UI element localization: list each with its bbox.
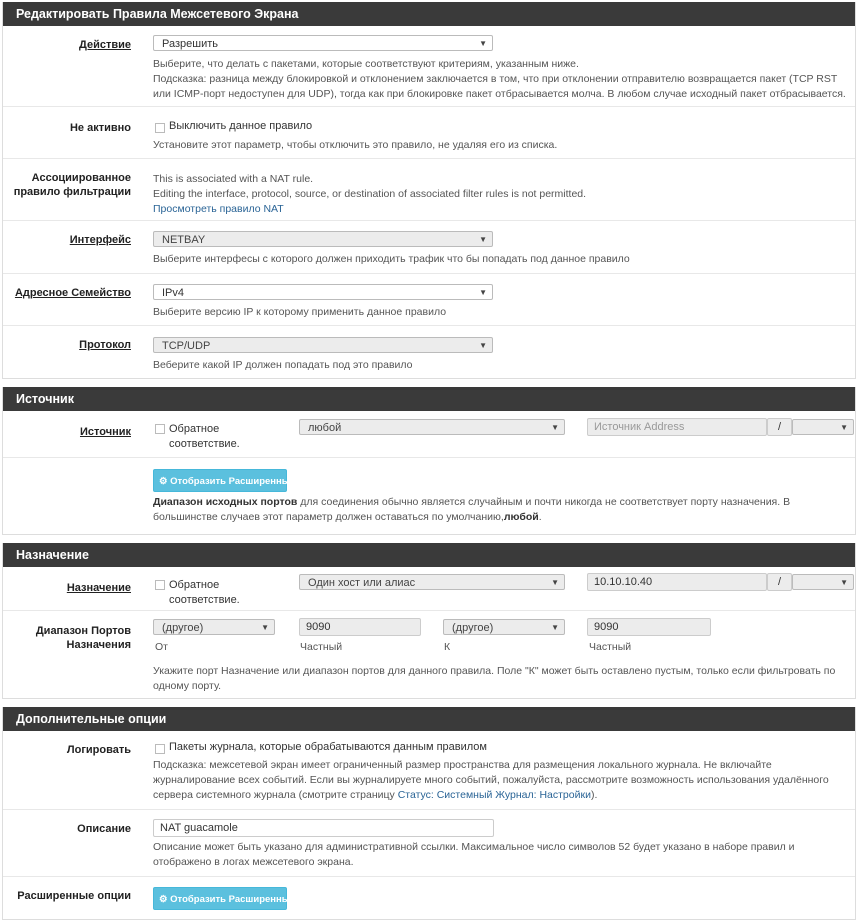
log-help-3-text: сервера системного журнала (смотрите страницу <box>153 789 398 801</box>
protocol-select-value: TCP/UDP <box>162 340 211 352</box>
description-row <box>3 810 855 877</box>
gear-icon: ⚙ <box>159 476 168 487</box>
destination-mask-select[interactable] <box>792 574 854 590</box>
gear-icon: ⚙ <box>159 894 168 905</box>
source-row <box>3 411 855 458</box>
protocol-label: Протокол <box>79 339 131 351</box>
log-help-1: Подсказка: межсетевой экран имеет ограниченный размер пространства для размещения локального журнала. Не включайте <box>153 759 772 771</box>
destination-row <box>3 567 855 611</box>
source-address-input[interactable]: Источник Address <box>587 418 767 436</box>
assoc-text-1: This is associated with a NAT rule. <box>153 173 314 185</box>
advanced-options-row <box>3 877 855 919</box>
action-help-3: или ICMP-порт недоступен для UDP), тогда как при блокировке пакет отбрасывается молча. В любом случае исходный пакет отбрасывается. <box>153 88 846 100</box>
log-help-3 <box>153 788 849 803</box>
destination-address-input[interactable]: 10.10.10.40 <box>587 573 767 591</box>
destination-port-label-2: Назначения <box>66 639 131 651</box>
action-select-value: Разрешить <box>162 38 218 50</box>
caret-down-icon: ▼ <box>261 623 269 632</box>
edit-rule-panel <box>2 2 856 379</box>
port-to-custom-input[interactable]: 9090 <box>587 618 711 636</box>
extra-options-panel <box>2 707 856 920</box>
caret-down-icon: ▼ <box>840 423 848 432</box>
source-help-line-1 <box>153 495 849 510</box>
action-label: Действие <box>79 39 131 51</box>
assoc-label-2: правило фильтрации <box>13 186 131 198</box>
source-help-text: для соединения обычно является случайным и почти никогда не соответствует порту назначения. В <box>297 496 791 508</box>
protocol-help: Веберите какой IP должен попадать под это правило <box>153 359 413 371</box>
caret-down-icon: ▼ <box>479 39 487 48</box>
action-row <box>3 26 855 107</box>
advanced-options-label: Расширенные опции <box>17 890 131 902</box>
source-label: Источник <box>79 426 131 438</box>
log-help <box>153 758 849 803</box>
port-to-custom-sub: Частный <box>589 641 632 653</box>
edit-rule-heading: Редактировать Правила Межсетевого Экрана <box>3 2 855 26</box>
log-label: Логировать <box>66 744 131 756</box>
port-to-select-value: (другое) <box>452 622 494 634</box>
action-help-2: Подсказка: разница между блокировкой и отклонением заключается в том, что при отклонении отправителю возвращается пакет (TCP RST <box>153 73 838 85</box>
assoc-label-1: Ассоциированное <box>31 172 131 184</box>
assoc-label <box>3 171 131 199</box>
show-advanced-options-button[interactable] <box>153 887 296 910</box>
destination-port-label <box>3 624 131 652</box>
family-select-value: IPv4 <box>162 287 185 299</box>
description-help-1: Описание может быть указано для административной ссылки. Максимальное число символов 52 будет указано в наборе правил и <box>153 841 795 853</box>
interface-label: Интерфейс <box>69 234 131 246</box>
disabled-help: Установите этот параметр, чтобы отключить это правило, не удаляя его из списка. <box>153 139 558 151</box>
destination-slash <box>767 573 792 591</box>
source-invert-text-1: Обратное <box>169 423 220 435</box>
syslog-settings-link[interactable]: Статус: Системный Журнал: Настройки <box>397 789 591 801</box>
protocol-select[interactable] <box>153 337 493 353</box>
action-help-1: Выберите, что делать с пакетами, которые соответствуют критериям, указанным ниже. <box>153 58 579 70</box>
description-help-2: отображено в логах межсетевого экрана. <box>153 856 354 868</box>
port-to-select[interactable] <box>443 619 565 635</box>
family-row <box>3 274 855 326</box>
port-to-sub: К <box>444 641 451 653</box>
source-help-text-2: большинстве случаев этот параметр должен оставаться по умолчанию, <box>153 511 504 523</box>
family-label: Адресное Семейство <box>14 287 131 299</box>
port-from-select[interactable] <box>153 619 275 635</box>
destination-port-help-1: Укажите порт Назначение или диапазон портов для данного правила. Поле "К" может быть оставлено пустым, только если фильтровать по <box>153 665 836 677</box>
interface-select[interactable] <box>153 231 493 247</box>
caret-down-icon: ▼ <box>551 423 559 432</box>
destination-port-row <box>3 611 855 698</box>
description-help <box>153 840 849 870</box>
destination-port-help <box>153 664 849 694</box>
action-select[interactable] <box>153 35 493 51</box>
family-help: Выберите версию IP к которому применить данное правило <box>153 306 447 318</box>
port-from-custom-sub: Частный <box>300 641 343 653</box>
disabled-row <box>3 107 855 159</box>
source-help-end: . <box>538 511 542 523</box>
disable-rule-checkbox-label: Выключить данное правило <box>169 120 313 132</box>
source-invert-label <box>169 422 240 452</box>
log-help-2: журналирование всех событий. Если вы журналируете много событий, пожалуйста, рассмотрите возможность использования удалённого <box>153 774 829 786</box>
protocol-row <box>3 326 855 378</box>
source-invert-checkbox[interactable] <box>155 424 165 434</box>
port-from-select-value: (другое) <box>162 622 204 634</box>
log-row <box>3 731 855 810</box>
caret-down-icon: ▼ <box>840 578 848 587</box>
caret-down-icon: ▼ <box>479 235 487 244</box>
destination-invert-label <box>169 578 240 608</box>
show-advanced-options-label: Отобразить Расширенные <box>170 894 296 905</box>
source-mask-select[interactable] <box>792 419 854 435</box>
assoc-row <box>3 159 855 221</box>
extra-options-heading: Дополнительные опции <box>3 707 855 731</box>
source-slash-text: / <box>777 421 782 433</box>
destination-invert-checkbox[interactable] <box>155 580 165 590</box>
destination-heading: Назначение <box>3 543 855 567</box>
caret-down-icon: ▼ <box>551 578 559 587</box>
destination-port-label-1: Диапазон Портов <box>35 625 131 637</box>
description-input[interactable]: NAT guacamole <box>153 819 494 837</box>
action-help <box>153 57 849 102</box>
destination-slash-text: / <box>777 576 782 588</box>
assoc-text <box>153 172 849 217</box>
port-from-custom-input[interactable]: 9090 <box>299 618 421 636</box>
source-heading: Источник <box>3 387 855 411</box>
assoc-text-2: Editing the interface, protocol, source, or destination of associated filter rules is not permitted. <box>153 188 587 200</box>
family-select[interactable] <box>153 284 493 300</box>
destination-panel <box>2 543 856 699</box>
view-nat-rule-link[interactable]: Просмотреть правило NAT <box>153 203 284 215</box>
source-help <box>153 495 849 525</box>
source-type-select[interactable] <box>299 419 565 435</box>
caret-down-icon: ▼ <box>551 623 559 632</box>
source-help-bold: Диапазон исходных портов <box>153 496 298 508</box>
log-packets-checkbox[interactable] <box>155 744 165 754</box>
destination-type-value: Один хост или алиас <box>308 577 416 589</box>
destination-type-select[interactable] <box>299 574 565 590</box>
port-from-sub: От <box>155 641 168 653</box>
destination-label: Назначение <box>66 582 131 594</box>
caret-down-icon: ▼ <box>479 288 487 297</box>
source-show-advanced-button[interactable] <box>153 469 296 492</box>
destination-invert-text-1: Обратное <box>169 579 220 591</box>
disable-rule-checkbox[interactable] <box>155 123 165 133</box>
source-slash <box>767 418 792 436</box>
source-show-advanced-label: Отобразить Расширенные <box>170 476 296 487</box>
destination-port-help-2: одному порту. <box>153 680 222 692</box>
interface-help: Выберите интерфесы с которого должен приходить трафик что бы попадать под данное правило <box>153 253 630 265</box>
source-help-line-2 <box>153 510 849 525</box>
source-invert-text-2: соответствие. <box>169 438 240 450</box>
source-help-bold-2: любой <box>503 511 539 523</box>
source-type-value: любой <box>308 422 342 434</box>
interface-select-value: NETBAY <box>162 234 206 246</box>
log-packets-checkbox-label: Пакеты журнала, которые обрабатываются данным правилом <box>169 741 487 753</box>
destination-invert-text-2: соответствие. <box>169 594 240 606</box>
disabled-label: Не активно <box>69 122 131 134</box>
log-help-3-end: ). <box>590 789 598 801</box>
interface-row <box>3 221 855 274</box>
caret-down-icon: ▼ <box>479 341 487 350</box>
description-label: Описание <box>77 823 131 835</box>
source-panel <box>2 387 856 535</box>
source-advanced-row <box>3 458 855 534</box>
